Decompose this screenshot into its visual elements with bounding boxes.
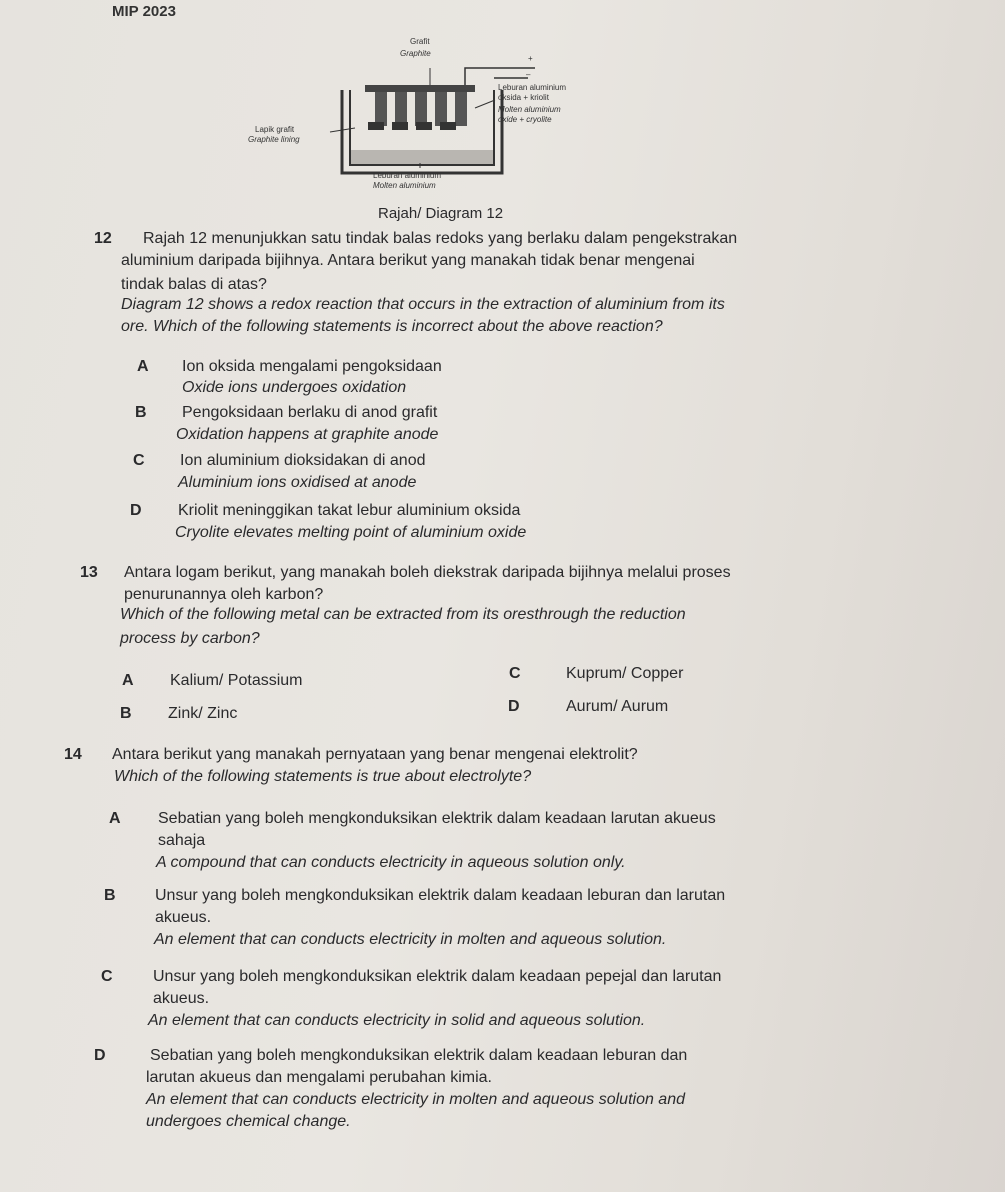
option-letter[interactable]: D [130, 502, 142, 519]
question-text-ms: Rajah 12 menunjukkan satu tindak balas redoks yang berlaku dalam pengekstrakan [143, 230, 738, 247]
option-text-ms[interactable]: Kriolit meninggikan takat lebur aluminium oksida [178, 502, 521, 519]
label-lining-ms: Lapik grafit [255, 125, 295, 134]
option-letter[interactable]: B [120, 705, 132, 722]
electrolysis-cell-drawing [240, 28, 610, 203]
option-text-ms[interactable]: akueus. [155, 909, 212, 926]
exam-code: MIP 2023 [112, 3, 176, 20]
label-minus: – [526, 70, 531, 79]
option-text-ms[interactable]: Ion oksida mengalami pengoksidaan [182, 358, 442, 375]
question-text-en: Which of the following statements is true about electrolyte? [114, 768, 532, 785]
label-electrolyte-ms-2: oksida + kriolit [498, 93, 549, 102]
option-letter[interactable]: A [122, 672, 134, 689]
option-letter[interactable]: B [104, 887, 116, 904]
question-number: 13 [80, 564, 98, 581]
option-text-ms[interactable]: Unsur yang boleh mengkonduksikan elektrik dalam keadaan leburan dan larutan [155, 887, 726, 904]
option-text-ms[interactable]: akueus. [153, 990, 210, 1007]
question-text-ms: aluminium daripada bijihnya. Antara berikut yang manakah tidak benar mengenai [121, 252, 695, 269]
option-text-ms[interactable]: Sebatian yang boleh mengkonduksikan elektrik dalam keadaan larutan akueus [158, 810, 716, 827]
question-number: 12 [94, 230, 112, 247]
option-text-ms[interactable]: Sebatian yang boleh mengkonduksikan elektrik dalam keadaan leburan dan [150, 1047, 688, 1064]
question-number: 14 [64, 746, 82, 763]
question-text-en: ore. Which of the following statements is incorrect about the above reaction? [121, 318, 663, 335]
label-graphite-ms: Grafit [410, 37, 430, 46]
option-text-ms[interactable]: Unsur yang boleh mengkonduksikan elektrik dalam keadaan pepejal dan larutan [153, 968, 722, 985]
electrolysis-diagram [240, 28, 610, 203]
option-letter[interactable]: D [508, 698, 520, 715]
label-electrolyte-ms-1: Leburan aluminium [498, 83, 567, 92]
option-letter[interactable]: A [109, 810, 121, 827]
option-text-en[interactable]: An element that can conducts electricity in molten and aqueous solution. [154, 931, 667, 948]
option-letter[interactable]: C [509, 665, 521, 682]
option-text-en[interactable]: A compound that can conducts electricity in aqueous solution only. [156, 854, 626, 871]
option-letter[interactable]: A [137, 358, 149, 375]
option-text-en[interactable]: Oxide ions undergoes oxidation [182, 379, 407, 396]
option-text-en[interactable]: Cryolite elevates melting point of aluminium oxide [175, 524, 527, 541]
option-text[interactable]: Aurum/ Aurum [566, 698, 669, 715]
diagram-caption: Rajah/ Diagram 12 [378, 205, 504, 222]
label-graphite-en: Graphite [400, 49, 431, 58]
question-text-ms: tindak balas di atas? [121, 276, 267, 293]
option-text-ms[interactable]: sahaja [158, 832, 206, 849]
label-molten-ms: Leburan aluminium [373, 171, 442, 180]
label-molten-en: Molten aluminium [373, 181, 436, 190]
option-text-ms[interactable]: Ion aluminium dioksidakan di anod [180, 452, 426, 469]
option-text-en[interactable]: undergoes chemical change. [146, 1113, 351, 1130]
question-text-ms: penurunannya oleh karbon? [124, 586, 324, 603]
option-text-ms[interactable]: Pengoksidaan berlaku di anod grafit [182, 404, 438, 421]
option-text-en[interactable]: An element that can conducts electricity in molten and aqueous solution and [146, 1091, 685, 1108]
question-text-en: Diagram 12 shows a redox reaction that occurs in the extraction of aluminium from its [121, 296, 725, 313]
option-letter[interactable]: C [133, 452, 145, 469]
option-text-ms[interactable]: larutan akueus dan mengalami perubahan kimia. [146, 1069, 492, 1086]
question-text-en: process by carbon? [120, 630, 260, 647]
label-electrolyte-en-2: oxide + cryolite [498, 115, 552, 124]
option-text-en[interactable]: Oxidation happens at graphite anode [176, 426, 439, 443]
label-lining-en: Graphite lining [248, 135, 300, 144]
option-letter[interactable]: D [94, 1047, 106, 1064]
question-text-ms: Antara logam berikut, yang manakah boleh diekstrak daripada bijihnya melalui proses [124, 564, 731, 581]
question-text-ms: Antara berikut yang manakah pernyataan yang benar mengenai elektrolit? [112, 746, 638, 763]
option-letter[interactable]: C [101, 968, 113, 985]
option-text-en[interactable]: Aluminium ions oxidised at anode [178, 474, 417, 491]
option-text[interactable]: Kuprum/ Copper [566, 665, 684, 682]
option-text[interactable]: Kalium/ Potassium [170, 672, 303, 689]
option-letter[interactable]: B [135, 404, 147, 421]
option-text[interactable]: Zink/ Zinc [168, 705, 238, 722]
label-plus: + [528, 54, 533, 63]
question-text-en: Which of the following metal can be extracted from its oresthrough the reduction [120, 606, 686, 623]
option-text-en[interactable]: An element that can conducts electricity in solid and aqueous solution. [148, 1012, 646, 1029]
label-electrolyte-en-1: Molten aluminium [498, 105, 561, 114]
